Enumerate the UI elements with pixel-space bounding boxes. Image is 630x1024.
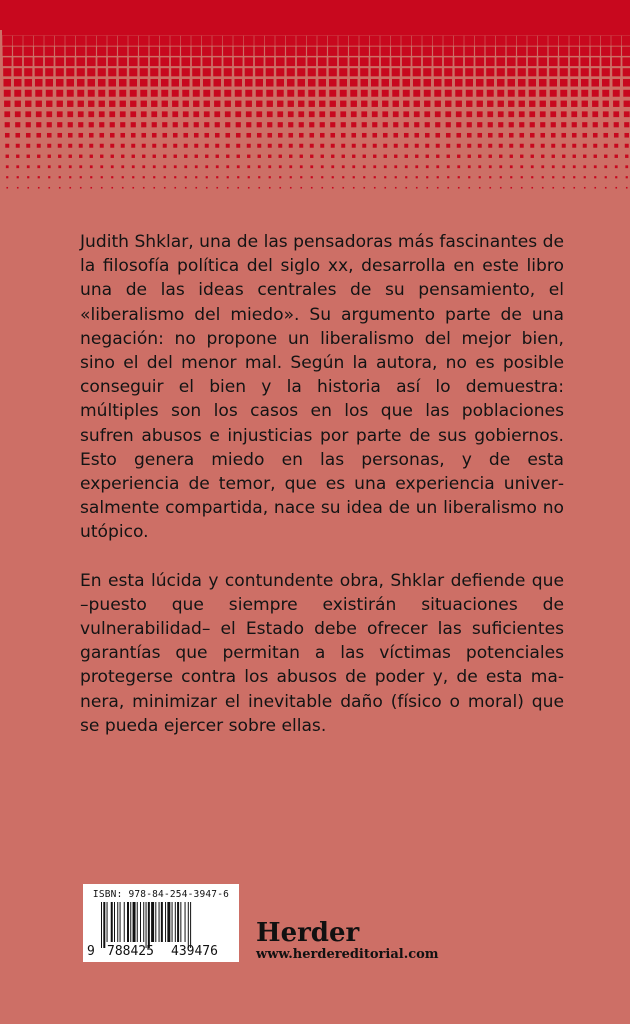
publisher-logo: Herder [256, 918, 360, 948]
isbn-label: ISBN: 978-84-254-3947-6 [92, 889, 230, 900]
barcode-lead-digit: 9 [87, 944, 95, 959]
isbn-barcode [83, 884, 239, 962]
barcode-bars [99, 902, 227, 948]
barcode-right-group: 439476 [171, 944, 218, 959]
publisher-url: www.herdereditorial.com [256, 947, 439, 962]
blurb-paragraph-1: Judith Shklar, una de las pensadoras más fascinantes de la filosofía política del siglo xx, desarrolla en este libro una de las ideas centrales de su pensamiento, el «liberalismo del miedo». Su argumento parte de una negación: no propone un liberalismo del mejor bien, sino el del menor mal. Según la autora, no es posible conseguir el bien y la historia así lo demuestra: múltiples son los casos en los que las poblaciones sufren abusos e injusticias por parte de sus gobiernos. Esto genera miedo en las personas, y de esta experiencia de temor, que es una experiencia universalmente compartida, nace su idea de un liberalismo no utópico. [80, 232, 564, 543]
blurb-paragraph-2: En esta lúcida y contundente obra, Shklar defiende que –puesto que siempre existirán situaciones de vulnerabilidad– el Estado debe ofrecer las suficientes garantías que permitan a las víctimas potenciales protegerse contra los abusos de poder y, de esta manera, minimizar el inevitable daño (físico o moral) que se pueda ejercer sobre ellas. [80, 570, 564, 736]
blurb-text [80, 230, 564, 738]
halftone-red-gradient [0, 0, 630, 200]
barcode-left-group: 788425 [107, 944, 154, 959]
